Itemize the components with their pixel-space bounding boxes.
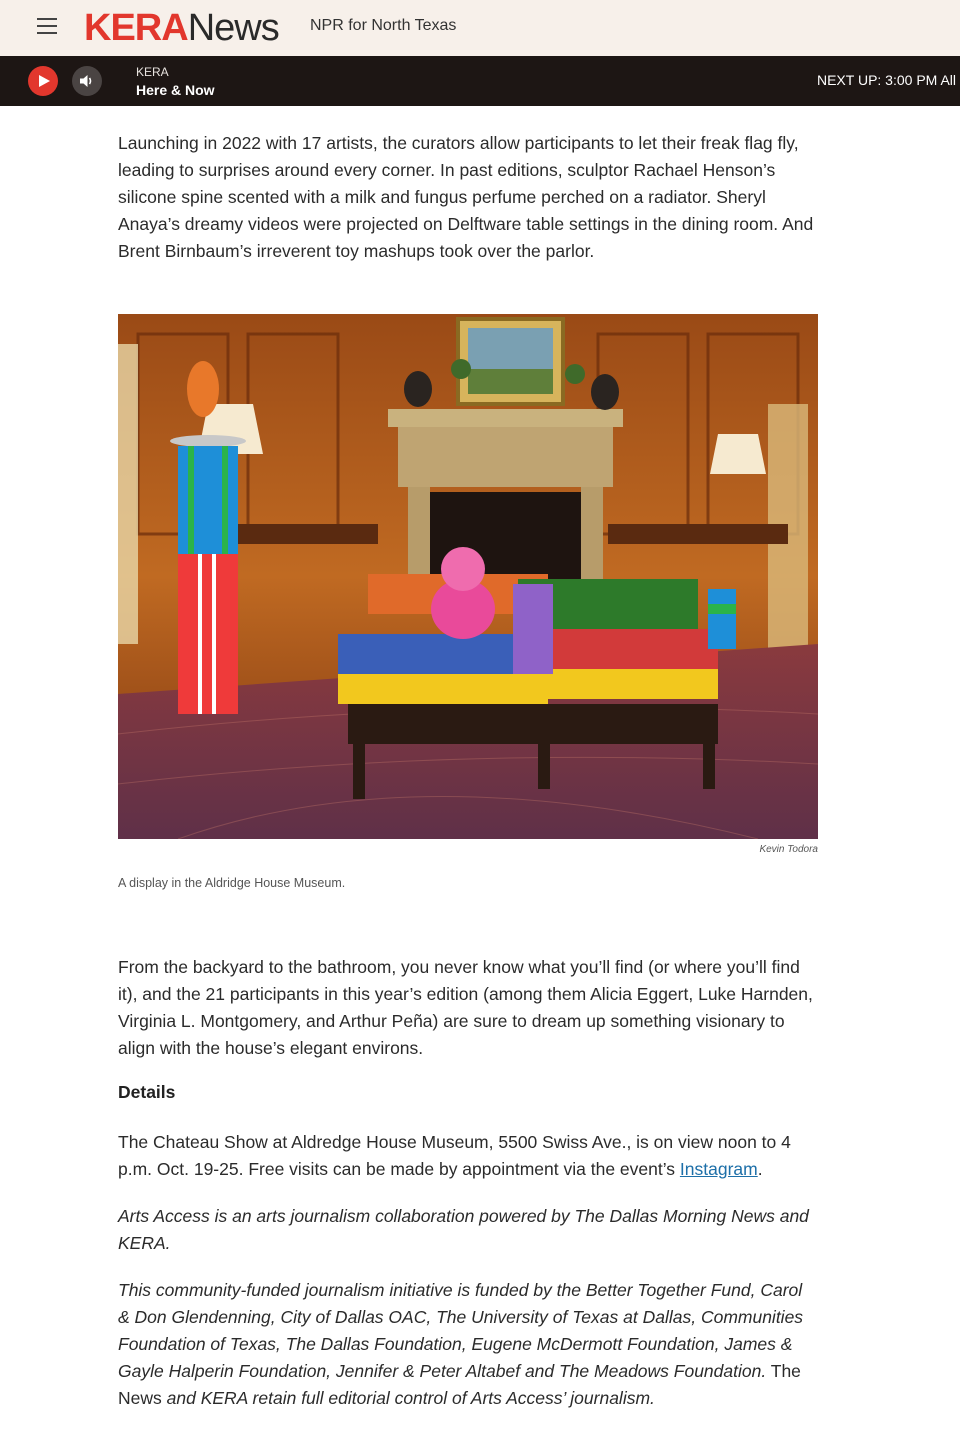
hamburger-menu-icon[interactable] xyxy=(37,18,57,34)
article-paragraph-5 xyxy=(118,1277,818,1412)
program-title[interactable]: Here & Now xyxy=(136,82,215,98)
logo-kera: KERA xyxy=(84,7,188,49)
the-news-text: The News xyxy=(118,1361,801,1408)
parlor-photo xyxy=(118,314,818,839)
article-paragraph-1: Launching in 2022 with 17 artists, the curators allow participants to let their freak flag fly, leading to surprises around every corner. In past editions, sculptor Rachael Henson’s silicone spine scented with a milk and fungus perfume perched on a radiator. Sheryl Anaya’s dreamy videos were projected on Delftware table settings in the dining room. And Brent Birnbaum’s irreverent toy mashups took over the parlor. xyxy=(118,133,814,261)
site-tagline: NPR for North Texas xyxy=(310,17,457,34)
station-name: KERA xyxy=(136,65,169,79)
audio-player-bar xyxy=(0,56,960,106)
details-end: . xyxy=(757,1159,763,1179)
instagram-link[interactable]: Instagram xyxy=(679,1159,758,1179)
article-image[interactable] xyxy=(118,314,818,839)
article-paragraph-4: Arts Access is an arts journalism collaboration powered by The Dallas Morning News and KERA. xyxy=(118,1206,809,1253)
details-text: The Chateau Show at Aldredge House Museum, 5500 Swiss Ave., is on view noon to 4 p.m. Oct. 19-25. Free visits can be made by appointment via the event’s xyxy=(118,1132,791,1179)
editorial-control-text: and KERA retain full editorial control of Arts Access’ journalism. xyxy=(161,1388,655,1408)
play-icon[interactable] xyxy=(28,66,58,96)
article-paragraph-2: From the backyard to the bathroom, you never know what you’ll find (or where you’ll find it), and the 21 participants in this year’s edition (among them Alicia Eggert, Luke Harnden, Virginia L. Montgomery, and Arthur Peña) are sure to dream up something visionary to align with the house’s elegant environs. xyxy=(118,957,813,1058)
image-caption: A display in the Aldridge House Museum. xyxy=(118,876,346,890)
image-credit: Kevin Todora xyxy=(759,844,818,855)
volume-icon[interactable] xyxy=(72,66,102,96)
details-heading: Details xyxy=(118,1082,176,1102)
site-header xyxy=(0,0,960,56)
funding-text: This community-funded journalism initiative is funded by the Better Together Fund, Carol & Don Glendenning, City of Dallas OAC, The University of Texas at Dallas, Communities Foundation of Texas, The Dallas Foundation, Eugene McDermott Foundation, James & Gayle Halperin Foundation, Jennifer & Peter Altabef and The Meadows Foundation. xyxy=(118,1280,804,1381)
kera-news-logo[interactable] xyxy=(84,6,279,50)
logo-news: News xyxy=(187,7,279,49)
next-up-text: NEXT UP: 3:00 PM All xyxy=(816,72,956,88)
article-paragraph-3 xyxy=(118,1129,818,1183)
